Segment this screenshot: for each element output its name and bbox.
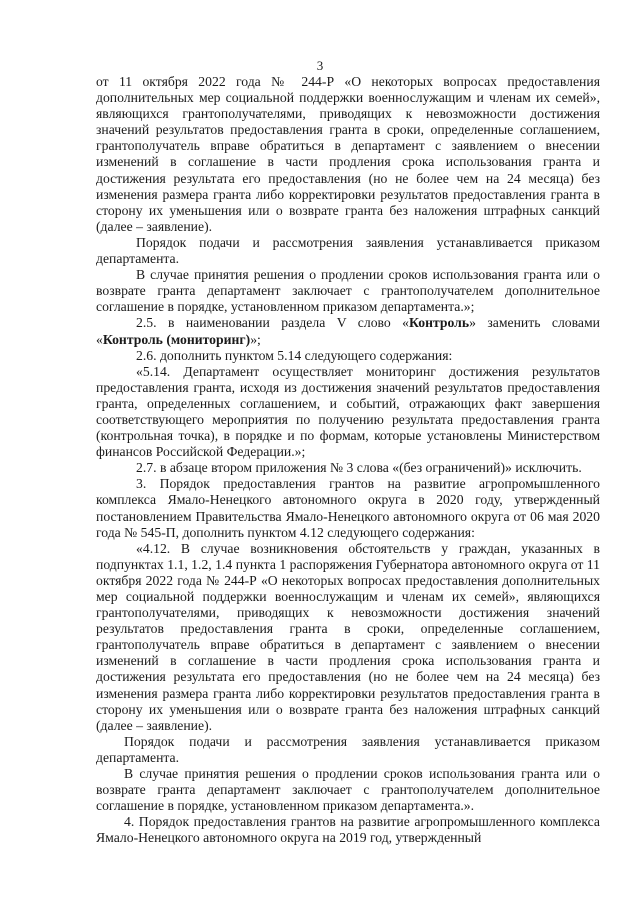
paragraph: Порядок подачи и рассмотрения заявления устанавливается приказом департамента.: [96, 234, 600, 267]
page-number: 3: [316, 58, 324, 73]
paragraph: В случае принятия решения о продлении сроков использования гранта или о возврате гранта департамент заключает с грантополучателем дополнительное соглашение в порядке, установленном приказом департамента.»;: [96, 267, 600, 315]
paragraph-item-2-7: 2.7. в абзаце втором приложения № 3 слова «(без ограничений)» исключить.: [136, 460, 582, 476]
paragraph: Порядок подачи и рассмотрения заявления устанавливается приказом департамента.: [96, 733, 600, 765]
text-fragment: »;: [250, 331, 261, 347]
document-body: [96, 74, 600, 847]
bold-term: Контроль (мониторинг): [102, 331, 251, 347]
paragraph-quote-4-12: «4.12. В случае возникновения обстоятельств у граждан, указанных в подпунктах 1.1, 1.2, 1.4 пункта 1 распоряжения Губернатора автономного округа от 11 октября 2022 года № 244-Р «О некоторых вопросах предоставления дополнительных мер социальной поддержки военнослужащим и членам их семей», являющихся грантополучателями, приводящих к невозможности достижения значений результатов предоставления гранта в сроки, определенные соглашением, грантополучатель вправе обратиться в департамент с заявлением о внесении изменений в соглашение в части продления срока использования гранта и достижения результата его предоставления (но не более чем на 24 месяца) без изменения размера гранта либо корректировки результатов предоставления гранта в сторону их уменьшения или о возврате гранта без наложения штрафных санкций (далее – заявление).: [96, 540, 600, 733]
paragraph-quote-5-14: «5.14. Департамент осуществляет мониторинг достижения результатов предоставления гранта, исходя из достижения значений результатов предоставления гранта, определенных соглашением, и событий, отражающих факт завершения соответствующего мероприятия по получению результата предоставления гранта (контрольная точка), в порядке и по формам, которые установлены Министерством финансов Российской Федерации.»;: [96, 363, 600, 460]
paragraph-item-2-5: [96, 315, 600, 347]
paragraph-item-3: 3. Порядок предоставления грантов на развитие агропромышленного комплекса Ямало-Ненецкого автономного округа в 2020 году, утвержденный постановлением Правительства Ямало-Ненецкого автономного округа от 06 мая 2020 года № 545-П, дополнить пунктом 4.12 следующего содержания:: [96, 476, 600, 540]
bold-term: Контроль: [409, 315, 470, 331]
text-fragment: » заменить словами «: [96, 315, 600, 347]
text-fragment: 2.5. в наименовании раздела V слово «: [136, 315, 410, 331]
paragraph-item-2-6: 2.6. дополнить пунктом 5.14 следующего содержания:: [136, 347, 453, 363]
paragraph: В случае принятия решения о продлении сроков использования гранта или о возврате гранта департамент заключает с грантополучателем дополнительное соглашение в порядке, установленном приказом департамента.».: [96, 766, 600, 814]
paragraph-continuation: от 11 октября 2022 года № 244-Р «О некоторых вопросах предоставления дополнительных мер социальной поддержки военнослужащим и членам их семей», являющихся грантополучателями, приводящих к невозможности достижения значений результатов предоставления гранта в сроки, определенные соглашением, грантополучатель вправе обратиться в департамент с заявлением о внесении изменений в соглашение в части продления срока использования гранта и достижения результата его предоставления (но не более чем на 24 месяца) без изменения размера гранта либо корректировки результатов предоставления гранта в сторону их уменьшения или о возврате гранта без наложения штрафных санкций (далее – заявление).: [96, 74, 600, 234]
paragraph-item-4: 4. Порядок предоставления грантов на развитие агропромышленного комплекса Ямало-Ненецкого автономного округа на 2019 год, утвержденный: [96, 814, 600, 846]
